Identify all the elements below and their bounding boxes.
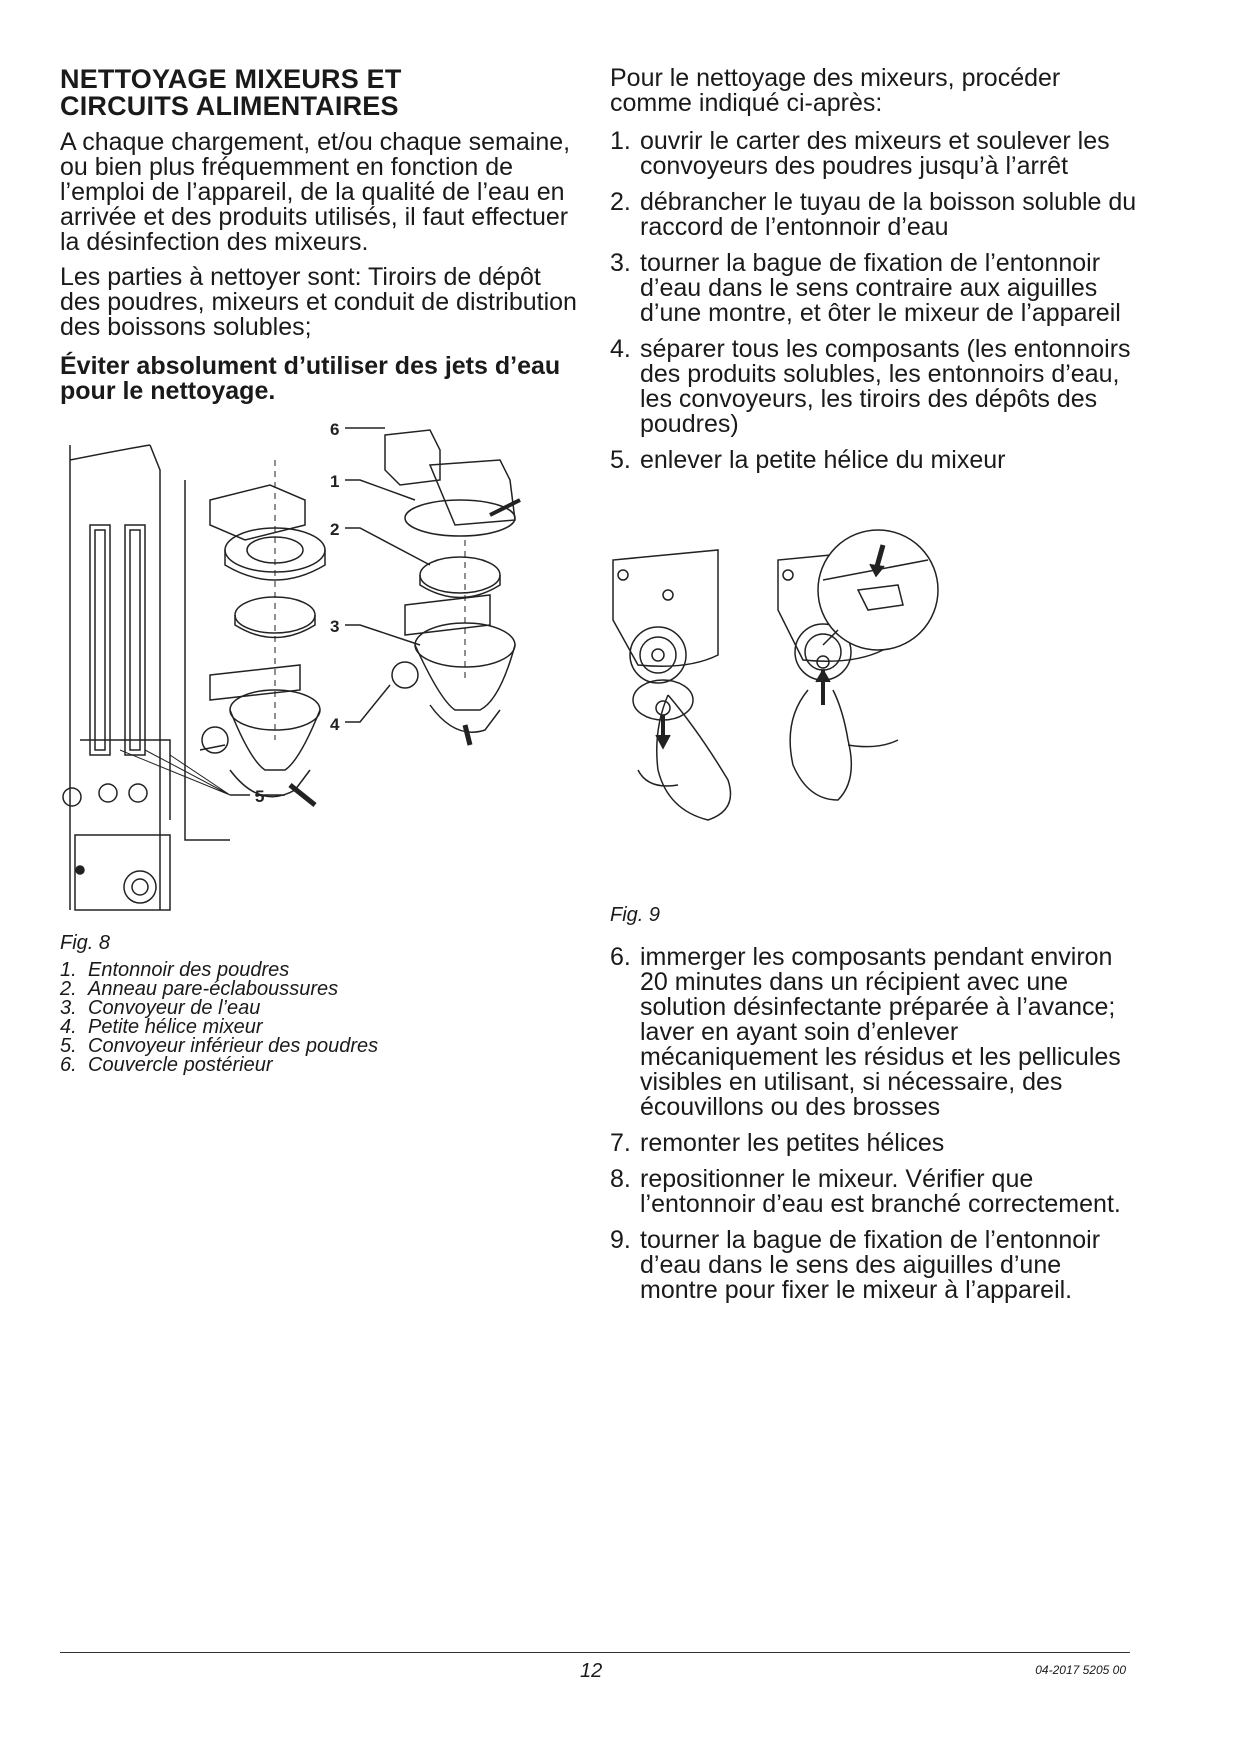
fig9-illustration xyxy=(608,550,988,885)
fig8-legend xyxy=(60,961,378,1075)
fig8-callout-3: 3 xyxy=(330,617,340,636)
step-num: 6. xyxy=(610,943,631,971)
fig8-callout-5: 5 xyxy=(255,787,265,806)
legend-text: Couvercle postérieur xyxy=(88,1054,273,1076)
fig9-caption: Fig. 9 xyxy=(610,904,661,926)
step-item xyxy=(610,945,1140,1120)
legend-text: Anneau pare-éclaboussures xyxy=(88,978,339,1000)
step-num: 3. xyxy=(610,249,631,277)
step-item xyxy=(610,190,1140,240)
fig8-caption: Fig. 8 xyxy=(60,932,111,954)
fig8-callout-4: 4 xyxy=(330,715,340,734)
step-text: enlever la petite hélice du mixeur xyxy=(640,446,1006,474)
legend-text: Entonnoir des poudres xyxy=(88,959,290,981)
step-item xyxy=(610,1228,1140,1303)
legend-num: 2. xyxy=(60,978,77,1000)
legend-num: 5. xyxy=(60,1035,77,1057)
legend-item xyxy=(60,1056,378,1075)
step-text: ouvrir le carter des mixeurs et soulever les convoyeurs des poudres jusqu’à l’arrêt xyxy=(640,127,1110,180)
intro-paragraph: A chaque chargement, et/ou chaque semaine, ou bien plus fréquemment en fonction de l’emploi de l’appareil, de la qualité de l’eau en arrivée et des produits utilisés, il faut effectuer la désinfection des mixeurs. xyxy=(60,128,571,256)
step-item xyxy=(610,337,1140,437)
document-code: 04-2017 5205 00 xyxy=(1035,1663,1126,1677)
left-column xyxy=(60,66,580,404)
step-item xyxy=(610,1131,1140,1156)
fig8-callout-2: 2 xyxy=(330,520,340,539)
legend-text: Petite hélice mixeur xyxy=(88,1016,263,1038)
warning-text: Éviter absolument d’utiliser des jets d’eau pour le nettoyage. xyxy=(60,352,561,405)
fig8-callout-6: 6 xyxy=(330,420,340,439)
step-item xyxy=(610,251,1140,326)
legend-num: 3. xyxy=(60,997,77,1019)
step-num: 1. xyxy=(610,127,631,155)
step-item xyxy=(610,1167,1140,1217)
step-text: tourner la bague de fixation de l’entonnoir d’eau dans le sens des aiguilles d’une montre pour fixer le mixeur à l’appareil. xyxy=(640,1226,1101,1304)
legend-num: 6. xyxy=(60,1054,77,1076)
footer-divider xyxy=(60,1652,1130,1653)
title-line-2: CIRCUITS ALIMENTAIRES xyxy=(60,91,399,121)
step-item xyxy=(610,448,1140,473)
step-text: immerger les composants pendant environ 20 minutes dans un récipient avec une solution désinfectante préparée à l’avance; laver en ayant soin d’enlever mécaniquement les résidus et les pellicules visibles en utilisant, si nécessaire, des écouvillons ou des brosses xyxy=(640,943,1121,1121)
step-text: remonter les petites hélices xyxy=(640,1129,945,1157)
step-num: 8. xyxy=(610,1165,631,1193)
step-text: débrancher le tuyau de la boisson soluble du raccord de l’entonnoir d’eau xyxy=(640,188,1137,241)
legend-text: Convoyeur inférieur des poudres xyxy=(88,1035,379,1057)
fig8-callout-1: 1 xyxy=(330,472,340,491)
step-text: séparer tous les composants (les entonnoirs des produits solubles, les entonnoirs d’eau, les convoyeurs, les tiroirs des dépôts des poudres) xyxy=(640,335,1131,438)
section-title xyxy=(60,66,580,120)
step-text: tourner la bague de fixation de l’entonnoir d’eau dans le sens contraire aux aiguilles d’une montre, et ôter le mixeur de l’appareil xyxy=(640,249,1121,327)
legend-num: 1. xyxy=(60,959,77,981)
step-item xyxy=(610,129,1140,179)
procedure-steps-b xyxy=(610,945,1140,1314)
step-num: 5. xyxy=(610,446,631,474)
title-line-1: NETTOYAGE MIXEURS ET xyxy=(60,64,402,94)
fig8-illustration xyxy=(60,420,580,930)
step-num: 4. xyxy=(610,335,631,363)
legend-text: Convoyeur de l’eau xyxy=(88,997,261,1019)
page-number: 12 xyxy=(580,1660,603,1682)
procedure-intro: Pour le nettoyage des mixeurs, procéder comme indiqué ci-après: xyxy=(610,64,1061,117)
step-num: 9. xyxy=(610,1226,631,1254)
step-num: 7. xyxy=(610,1129,631,1157)
step-text: repositionner le mixeur. Vérifier que l’entonnoir d’eau est branché correctement. xyxy=(640,1165,1121,1218)
right-column xyxy=(610,66,1140,484)
legend-num: 4. xyxy=(60,1016,77,1038)
procedure-steps-a xyxy=(610,129,1140,473)
parts-paragraph: Les parties à nettoyer sont: Tiroirs de dépôt des poudres, mixeurs et conduit de distribution des boissons solubles; xyxy=(60,263,577,341)
step-num: 2. xyxy=(610,188,631,216)
